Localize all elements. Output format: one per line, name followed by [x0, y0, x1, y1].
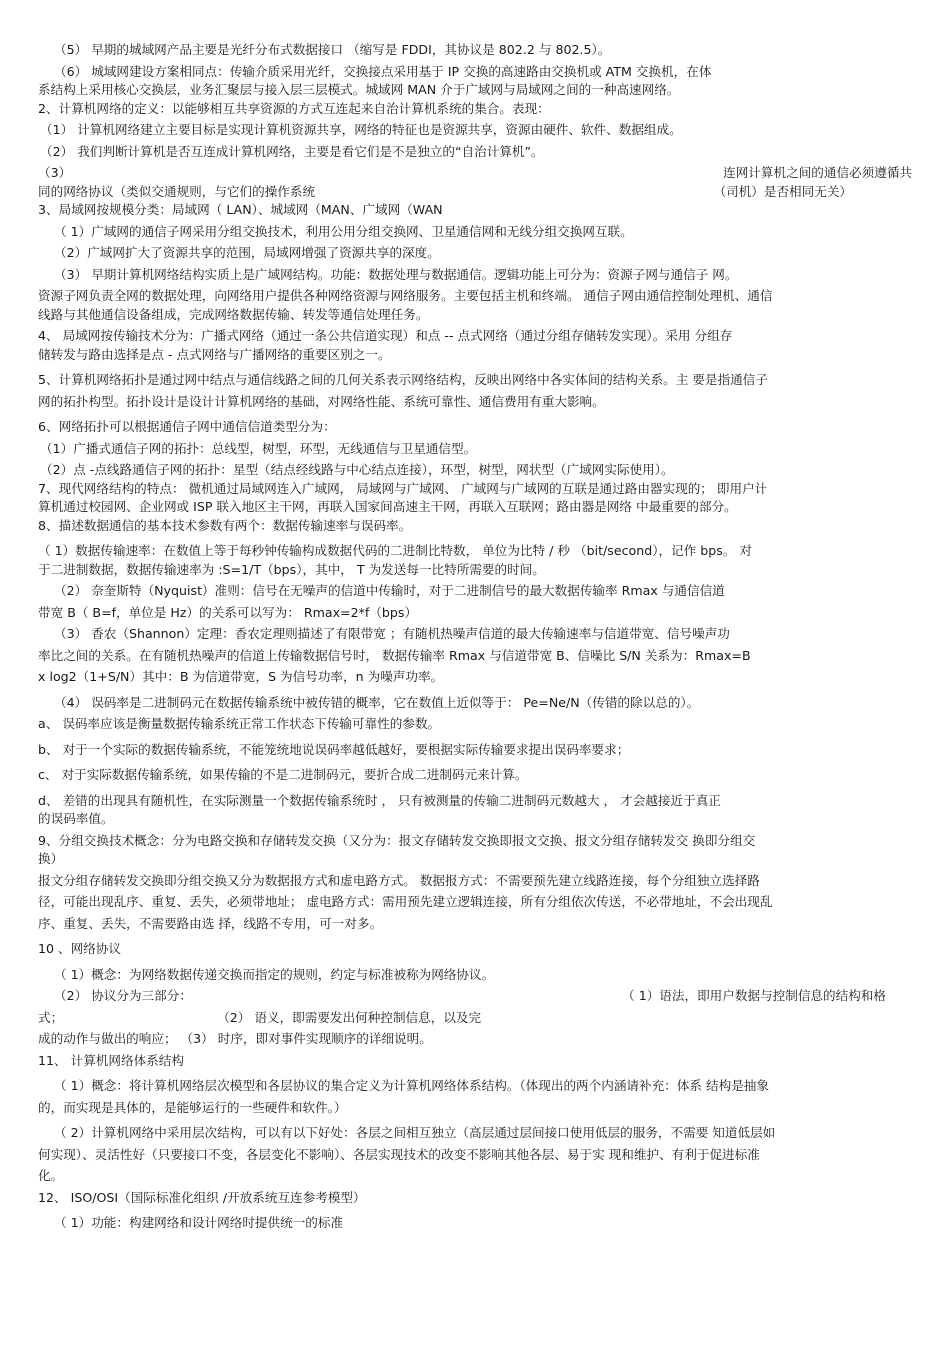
text-line: （ 1）广域网的通信子网采用分组交换技术，利用公用分组交换网、卫星通信网和无线分组交换网互联。	[54, 223, 633, 239]
text-line: 4、 局域网按传输技术分为：广播式网络（通过一条公共信道实现）和点 -- 点式网络（通过分组存储转发实现）。采用 分组存	[38, 328, 733, 343]
text-line: （3） 早期计算机网络结构实质上是广域网结构。功能：数据处理与数据通信。逻辑功能上可分为：资源子网与通信子 网。	[54, 266, 738, 282]
text-line: 5、计算机网络拓扑是通过网中结点与通信线路之间的几何关系表示网络结构，反映出网络中各实体间的结构关系。主 要是指通信子	[38, 372, 768, 387]
text-line: （ 2）计算机网络中采用层次结构，可以有以下好处：各层之间相互独立（高层通过层间接口使用低层的服务，不需要 知道低层如	[54, 1125, 776, 1140]
text-line: b、 对于一个实际的数据传输系统，不能笼统地说误码率越低越好，要根据实际传输要求提出误码率要求；	[38, 741, 630, 757]
text-line: a、 误码率应该是衡量数据传输系统正常工作状态下传输可靠性的参数。	[38, 716, 441, 731]
text-line-split	[38, 1009, 912, 1028]
text-line: 径，可能出现乱序、重复、丢失，必须带地址； 虚电路方式：需用预先建立逻辑连接，所有分组依次传送，不必带地址，不会出现乱	[38, 894, 773, 909]
text-line: （4） 误码率是二进制码元在数据传输系统中被传错的概率，它在数值上近似等于： Pe=Ne/N（传错的除以总的）。	[54, 694, 700, 710]
text-line-split	[38, 183, 912, 202]
text-line: 3、局域网按规模分类：局域网（ LAN）、城域网（MAN、广域网（WAN	[38, 202, 443, 217]
text-line: 换）	[38, 851, 64, 866]
text-fragment: （司机）是否相同无关）	[713, 183, 852, 199]
text-line: 储转发与路由选择是点 - 点式网络与广播网络的重要区别之一。	[38, 346, 391, 362]
text-line: 率比之间的关系。在有随机热噪声的信道上传输数据信号时， 数据传输率 Rmax 与信道带宽 B、信噪比 S/N 关系为：Rmax=B	[38, 647, 751, 663]
text-fragment: （2） 协议分为三部分：	[54, 988, 192, 1003]
text-line: 于二进制数据，数据传输速率为 :S=1/T（bps），其中， T 为发送每一比特所需要的时间。	[38, 561, 545, 577]
text-line: c、 对于实际数据传输系统，如果传输的不是二进制码元，要折合成二进制码元来计算。	[38, 767, 528, 782]
text-line: 的误码率值。	[38, 811, 114, 826]
text-line: 成的动作与做出的响应； （3） 时序，即对事件实现顺序的详细说明。	[38, 1031, 432, 1046]
text-line: x log2（1+S/N）其中：B 为信道带宽，S 为信号功率，n 为噪声功率。	[38, 669, 444, 684]
text-fragment: （ 1）语法，即用户数据与控制信息的结构和格	[622, 988, 886, 1003]
text-line: 2、计算机网络的定义：以能够相互共享资源的方式互连起来自治计算机系统的集合。表现：	[38, 100, 550, 116]
text-line: 算机通过校园网、企业网或 ISP 联入地区主干网，再联入国家间高速主干网，再联入互联网；路由器是网络 中最重要的部分。	[38, 499, 737, 514]
text-line: （2）点 -点线路通信子网的拓扑：星型（结点经线路与中心结点连接），环型，树型，网状型（广域网实际使用）。	[40, 462, 674, 477]
text-line: 网的拓扑构型。拓扑设计是设计计算机网络的基础，对网络性能、系统可靠性、通信费用有重大影响。	[38, 393, 605, 409]
text-line: （ 1）概念：为网络数据传递交换而指定的规则，约定与标准被称为网络协议。	[54, 966, 495, 982]
text-line: （ 1）概念：将计算机网络层次模型和各层协议的集合定义为计算机网络体系结构。（体现出的两个内涵请补充：体系 结构是抽象	[54, 1078, 769, 1093]
text-line: （2） 奈奎斯特（Nyquist）准则：信号在无噪声的信道中传输时，对于二进制信号的最大数据传输率 Rmax 与通信信道	[54, 583, 725, 598]
text-line: 线路与其他通信设备组成，完成网络数据传输、转发等通信处理任务。	[38, 306, 429, 322]
text-line: 11、 计算机网络体系结构	[38, 1052, 184, 1068]
text-line: （3） 香农（Shannon）定理：香农定理则描述了有限带宽 ；有随机热噪声信道的最大传输速率与信道带宽、信号噪声功	[54, 626, 730, 641]
text-fragment: （3）	[38, 165, 72, 180]
text-line: 9、分组交换技术概念：分为电路交换和存储转发交换（又分为：报文存储转发交换即报文交换、报文分组存储转发交 换即分组交	[38, 832, 756, 848]
text-line: 化。	[38, 1168, 64, 1183]
text-line: （ 1）功能：构建网络和设计网络时提供统一的标准	[54, 1215, 344, 1230]
text-line: 10 、网络协议	[38, 941, 121, 956]
text-line: 报文分组存储转发交换即分组交换又分为数据报方式和虚电路方式。 数据报方式：不需要预先建立线路连接，每个分组独立选择路	[38, 872, 760, 888]
text-line: （2）广域网扩大了资源共享的范围，局域网增强了资源共享的深度。	[54, 245, 440, 260]
text-fragment: 式；	[38, 1009, 64, 1025]
text-line: 系结构上采用核心交换层，业务汇聚层与接入层三层模式。城域网 MAN 介于广域网与局域网之间的一种高速网络。	[38, 82, 680, 97]
text-line: 序、重复、丢失，不需要路由选 择，线路不专用，可一对多。	[38, 915, 383, 931]
text-line: （ 1）数据传输速率：在数值上等于每秒钟传输构成数据代码的二进制比特数， 单位为比特 / 秒 （bit/second），记作 bps。 对	[38, 543, 753, 558]
text-line: 8、描述数据通信的基本技术参数有两个：数据传输速率与误码率。	[38, 517, 412, 533]
text-line: （2） 我们判断计算机是否互连成计算机网络，主要是看它们是不是独立的“自治计算机”。	[40, 143, 544, 159]
text-line: 资源子网负责全网的数据处理，向网络用户提供各种网络资源与网络服务。主要包括主机和终端。 通信子网由通信控制处理机、通信	[38, 288, 773, 303]
text-line: d、 差错的出现具有随机性，在实际测量一个数据传输系统时 ， 只有被测量的传输二进制码元数越大 ， 才会越接近于真正	[38, 792, 721, 808]
text-line-split	[38, 987, 912, 1006]
text-line: （1） 计算机网络建立主要目标是实现计算机资源共享，网络的特征也是资源共享，资源由硬件、软件、数据组成。	[40, 122, 682, 137]
text-line: 带宽 B（ B=f，单位是 Hz）的关系可以写为： Rmax=2*f（bps）	[38, 604, 418, 620]
text-line-split	[38, 164, 912, 183]
text-line: 何实现）、灵活性好（只要接口不变，各层变化不影响）、各层实现技术的改变不影响其他各层、易于实 现和维护、有利于促进标准	[38, 1146, 760, 1162]
text-line: 6、网络拓扑可以根据通信子网中通信信道类型分为：	[38, 419, 336, 434]
text-line: 的，而实现是具体的，是能够运行的一些硬件和软件。）	[38, 1099, 347, 1115]
document-page	[38, 41, 912, 1233]
text-line: 12、 ISO/OSI（国际标准化组织 /开放系统互连参考模型）	[38, 1189, 366, 1205]
text-fragment: 连网计算机之间的通信必须遵循共	[723, 165, 912, 180]
text-fragment: 同的网络协议（类似交通规则，与它们的操作系统	[38, 183, 316, 199]
text-line: （5） 早期的城域网产品主要是光纤分布式数据接口 （缩写是 FDDI，其协议是 802.2 与 802.5）。	[54, 42, 611, 57]
text-line: 7、现代网络结构的特点： 微机通过局域网连入广域网， 局域网与广域网、 广域网与广域网的互联是通过路由器实现的； 即用户计	[38, 480, 768, 496]
text-line: （1）广播式通信子网的拓扑：总线型，树型，环型，无线通信与卫星通信型。	[40, 440, 477, 456]
text-line: （6） 城域网建设方案相同点：传输介质采用光纤，交换接点采用基于 IP 交换的高速路由交换机或 ATM 交换机，在体	[54, 63, 712, 79]
text-fragment: （2） 语义，即需要发出何种控制信息，以及完	[217, 1009, 482, 1025]
